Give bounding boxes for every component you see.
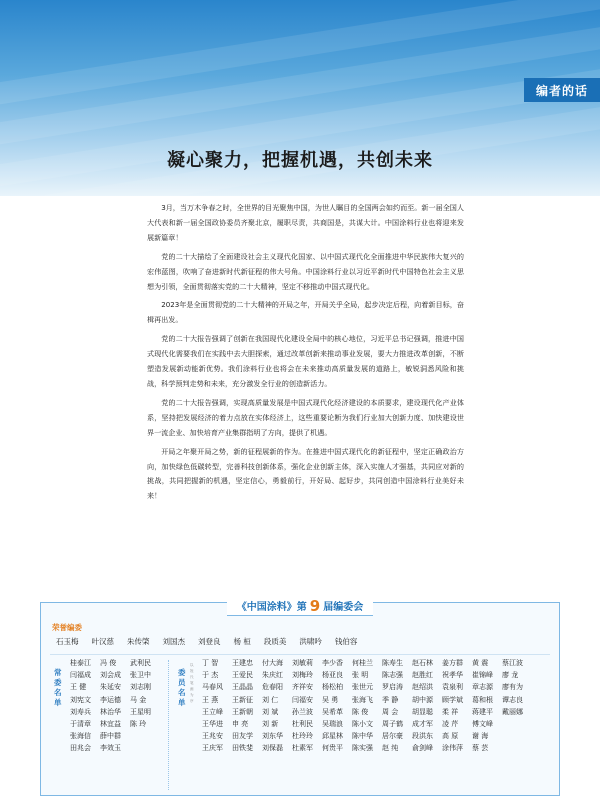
editorial-body — [147, 201, 464, 508]
standing-member: 刘寿兵 — [70, 707, 91, 716]
standing-member: 林宜益 — [100, 720, 121, 729]
standing-member: 于清章 — [70, 720, 91, 729]
board-member: 朱庆红 — [262, 671, 283, 680]
board-member: 张世元 — [352, 683, 373, 692]
board-member: 王爱民 — [232, 671, 253, 680]
board-member: 戴丽娜 — [502, 707, 523, 716]
paragraph: 2023年是全面贯彻党的二十大精神的开局之年，开局关乎全局，起步决定后程，向着新目标，奋楫再出发。 — [147, 300, 464, 325]
divider — [50, 654, 550, 655]
board-member: 闫福安 — [292, 695, 313, 704]
board-member: 何贵平 — [322, 744, 343, 753]
board-member: 赵胜红 — [412, 671, 433, 680]
honorary-member: 杨 桓 — [233, 637, 251, 646]
board-member — [502, 731, 530, 742]
board-member: 居尔豪 — [382, 732, 403, 741]
board-member: 涂伟萍 — [442, 744, 463, 753]
board-member: 杨松柏 — [322, 683, 343, 692]
board-member: 王立峰 — [202, 707, 223, 716]
paragraph: 党的二十大报告强调了创新在我国现代化建设全局中的核心地位，习近平总书记强调，推进中国式现代化需要我们在实践中去大胆探索，通过改革创新来推动事业发展，要大力推进改革创新，不断塑造发展新动能新优势。我们涂料行业也将会在未来推动高质量发展的道路上，敏锐洞悉风险和挑战，科学预判走势和未来，充分激发全行业的创造新活力。 — [147, 334, 464, 388]
board-member: 廖 龙 — [502, 671, 519, 680]
page-title: 凝心聚力，把握机遇，共创未来 — [167, 150, 433, 171]
board-title-suffix: 届编委会 — [323, 602, 364, 613]
paragraph: 开局之年聚开局之势，新的征程展新的作为。在推进中国式现代化的新征程中，坚定正确政治方向，加快绿色低碳转型，完善科技创新体系，强化企业创新主体，深入实施人才强基，共同应对新的挑战，共同把握新的机遇，坚定信心，勇毅前行，开好局、起好步，共同创造中国涂料行业美好未来！ — [147, 446, 464, 501]
board-member: 蒋建平 — [472, 707, 493, 716]
standing-member: 陈 玲 — [130, 720, 147, 729]
board-member: 柔 祥 — [442, 707, 459, 716]
standing-member: 李效玉 — [100, 744, 121, 753]
board-member: 王庆军 — [202, 744, 223, 753]
board-member: 高 原 — [442, 732, 459, 741]
board-member: 杜利民 — [292, 720, 313, 729]
board-member: 陈寿生 — [382, 659, 403, 667]
honorary-member: 钱伯容 — [334, 637, 358, 646]
honorary-member: 刘国杰 — [162, 637, 185, 646]
board-member: 何桂兰 — [352, 659, 373, 667]
board-member: 陈志强 — [382, 671, 403, 680]
board-title-prefix: 《中国涂料》第 — [236, 602, 307, 613]
board-member: 赵绍洪 — [412, 683, 433, 692]
standing-member: 王星明 — [130, 707, 151, 716]
board-member: 刘东华 — [262, 732, 283, 741]
members — [202, 658, 530, 755]
standing-member: 李运德 — [100, 695, 121, 704]
board-member: 周子鹤 — [382, 720, 403, 729]
board-member: 李少香 — [322, 659, 343, 667]
board-member: 王兆安 — [202, 732, 223, 741]
board-member: 吴 勇 — [322, 695, 339, 704]
board-member: 章志源 — [472, 683, 493, 692]
standing-label: 常委名单 — [54, 668, 62, 707]
member-label: 委员名单 — [178, 668, 186, 707]
board-member: 刘 斌 — [262, 707, 279, 716]
board-member: 谭志良 — [502, 695, 523, 704]
standing-members — [70, 658, 157, 755]
board-member: 凌 芹 — [442, 720, 459, 729]
board-member: 季 静 — [382, 695, 399, 704]
standing-member: 林治华 — [100, 707, 121, 716]
board-member: 蔡 芸 — [472, 744, 489, 753]
member-sublabel: 以姓氏笔画为序 — [190, 663, 194, 703]
board-member: 赵 纯 — [382, 744, 399, 753]
board-member: 马春风 — [202, 683, 223, 692]
board-number: 9 — [309, 596, 321, 615]
board-member: 齐祥安 — [292, 683, 313, 692]
honorary-member: 石玉梅 — [56, 637, 79, 646]
board-member: 于 杰 — [202, 671, 219, 680]
board-member: 袁泉利 — [442, 683, 463, 692]
board-member: 刘 仁 — [262, 695, 279, 704]
board-member: 周 会 — [382, 707, 399, 716]
board-member: 陈小文 — [352, 720, 373, 729]
paragraph: 3月，当万木争春之时，全世界的目光聚焦中国，为世人瞩目的全国两会如约而至。新一届全国人大代表和新一届全国政协委员齐聚北京，履职尽责，共商国是，共谋大计。中国涂料行业也将迎来发展新篇章！ — [147, 203, 464, 242]
board-member: 丁 智 — [202, 659, 219, 667]
editorial-board — [40, 596, 560, 796]
standing-member: 刘志刚 — [130, 683, 151, 692]
board-member: 孙兰波 — [292, 707, 313, 716]
board-member: 杜素军 — [292, 744, 313, 753]
board-member: 顾学斌 — [442, 695, 463, 704]
board-member: 成才军 — [412, 720, 433, 729]
board-member: 姜方群 — [442, 659, 463, 667]
standing-member: 张海信 — [70, 732, 91, 741]
board-member: 俞剑峰 — [412, 744, 433, 753]
board-member — [502, 743, 530, 754]
board-member: 刘保磊 — [262, 744, 283, 753]
board-member: 吴瑞浪 — [322, 720, 343, 729]
board-member: 危春阳 — [262, 683, 283, 692]
board-title — [40, 596, 560, 616]
board-member: 申 亮 — [232, 720, 249, 729]
board-member: 陈实强 — [352, 744, 373, 753]
standing-member: 武利民 — [130, 659, 151, 667]
divider — [168, 660, 169, 790]
board-member: 蔡江波 — [502, 659, 523, 667]
standing-member: 闫福成 — [70, 671, 91, 680]
board-member: 付大海 — [262, 659, 283, 667]
board-member: 王晶晶 — [232, 683, 253, 692]
honorary-members — [56, 636, 357, 647]
honorary-label: 荣誉编委 — [52, 623, 82, 632]
board-member: 田铁斐 — [232, 744, 253, 753]
standing-member: 刘会成 — [100, 671, 121, 680]
honorary-member: 叶汉慈 — [91, 637, 114, 646]
board-member: 王 燕 — [202, 695, 219, 704]
board-member: 陈 俊 — [352, 707, 369, 716]
section-tag: 编者的话 — [524, 78, 600, 102]
board-member: 胡显聪 — [412, 707, 433, 716]
board-member: 谢 海 — [472, 732, 489, 741]
standing-member — [130, 743, 157, 754]
board-member: 刘敏莉 — [292, 659, 313, 667]
board-member: 赵石林 — [412, 659, 433, 667]
standing-member — [130, 731, 157, 742]
honorary-member: 洪啸吟 — [299, 637, 322, 646]
board-member: 张 明 — [352, 671, 369, 680]
board-member: 祝孝华 — [442, 671, 463, 680]
board-member: 邱星林 — [322, 732, 343, 741]
standing-member: 张卫中 — [130, 671, 151, 680]
board-member: 田友学 — [232, 732, 253, 741]
board-member: 王新朝 — [232, 707, 253, 716]
standing-member: 桂泰江 — [70, 659, 91, 667]
board-member: 刘梅玲 — [292, 671, 313, 680]
paragraph: 党的二十大描绘了全面建设社会主义现代化国家、以中国式现代化全面推进中华民族伟大复兴的宏伟蓝图，吹响了奋进新时代新征程的伟大号角。中国涂料行业以习近平新时代中国特色社会主义思想为引领，全面贯彻落实党的二十大精神，坚定不移推动中国式现代化。 — [147, 251, 464, 291]
standing-member: 马 金 — [130, 695, 147, 704]
honorary-member: 段质美 — [263, 637, 287, 646]
board-member: 黄 震 — [472, 659, 489, 667]
board-member: 刘 新 — [262, 720, 279, 729]
board-member: 吴希革 — [322, 707, 343, 716]
board-member: 葛和根 — [472, 695, 493, 704]
board-member: 王新征 — [232, 695, 253, 704]
standing-member: 冯 俊 — [100, 659, 117, 667]
standing-member: 田兆会 — [70, 744, 91, 753]
board-member — [502, 719, 530, 730]
standing-member: 刘宪文 — [70, 695, 91, 704]
board-member: 罗启涛 — [382, 683, 403, 692]
honorary-member: 刘登良 — [198, 637, 221, 646]
board-member: 胡中源 — [412, 695, 433, 704]
standing-member: 王 健 — [70, 683, 87, 692]
board-member: 王建忠 — [232, 659, 253, 667]
board-member: 傅文峰 — [472, 720, 493, 729]
board-member: 崔锦峰 — [472, 671, 493, 680]
board-member: 张海飞 — [352, 695, 373, 704]
paragraph: 党的二十大报告强调，实现高质量发展是中国式现代化经济建设的本质要求，建设现代化产业体系，坚持把发展经济的着力点放在实体经济上，这些重要论断为我们行业加大创新力度、加快建设世界一流企业、加快培育产业集群指明了方向，提供了机遇。 — [147, 397, 464, 437]
board-member: 王华进 — [202, 720, 223, 729]
board-member: 陈中华 — [352, 732, 373, 741]
board-member: 段洪东 — [412, 732, 433, 741]
board-member: 杨亚良 — [322, 671, 343, 680]
board-member: 廖有为 — [502, 683, 523, 692]
standing-member: 薛中群 — [100, 732, 121, 741]
standing-member: 朱延安 — [100, 683, 121, 692]
honorary-member: 朱传棨 — [127, 637, 150, 646]
board-member: 杜玲玲 — [292, 732, 313, 741]
